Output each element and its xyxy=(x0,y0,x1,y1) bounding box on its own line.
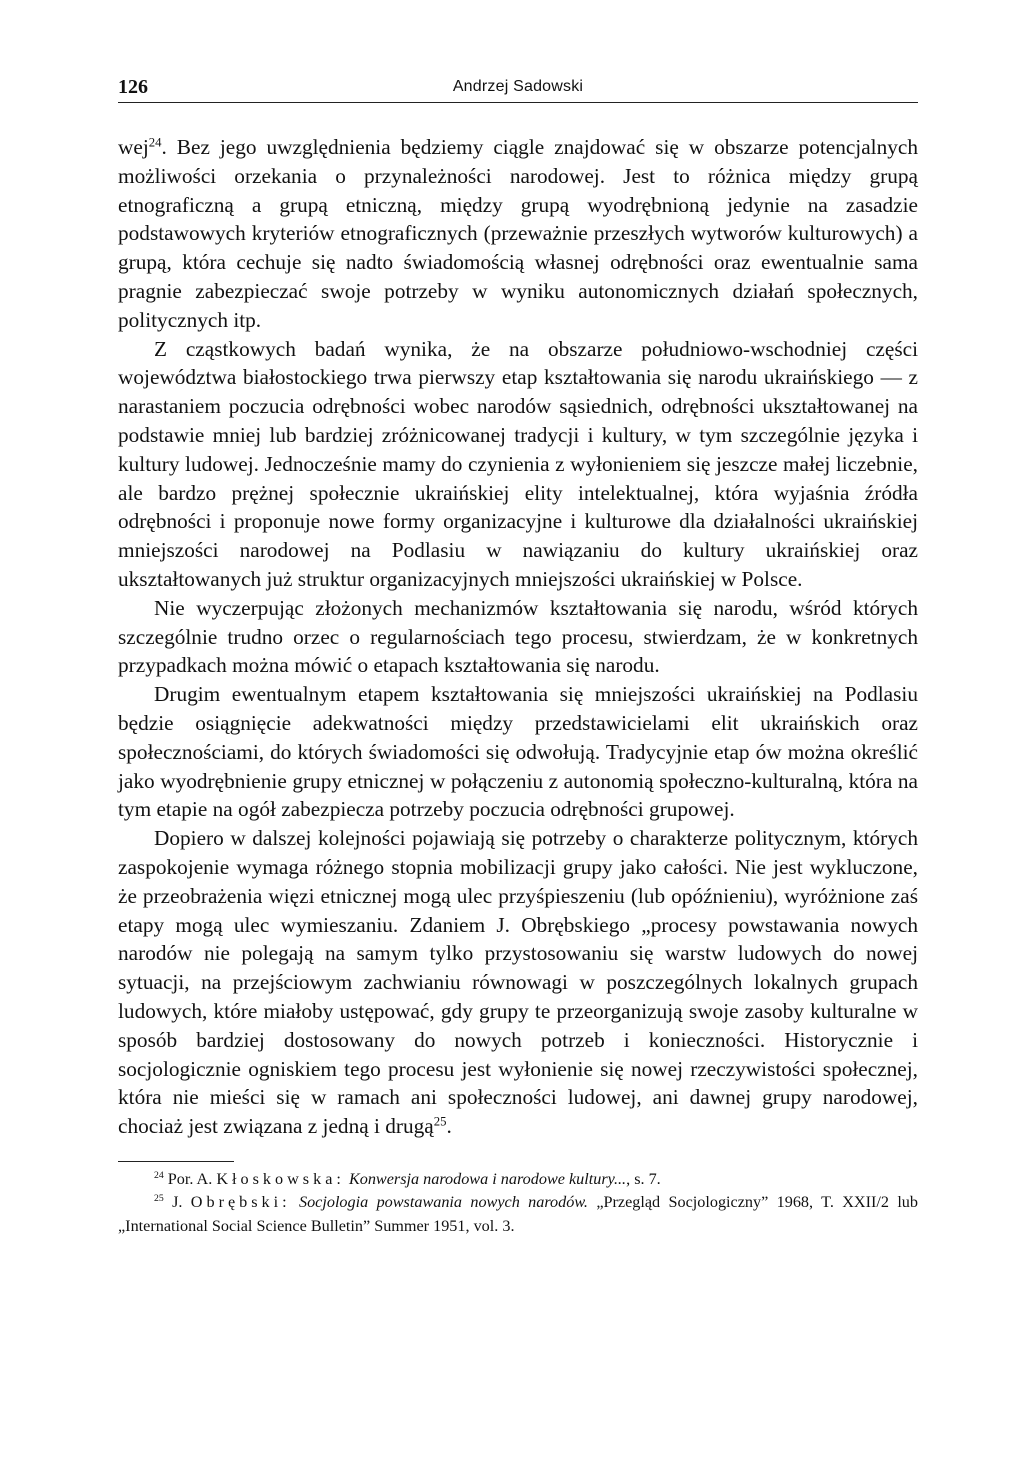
paragraph-5 xyxy=(118,824,918,1141)
footnote-prefix: J. xyxy=(163,1193,191,1212)
footnote-title: Socjologia powstawania nowych narodów. xyxy=(290,1193,588,1212)
footnote-ref-25: 25 xyxy=(433,1114,447,1129)
footnote-ref-24: 24 xyxy=(148,135,162,150)
paragraph-4: Drugim ewentualnym etapem kształtowania się mniejszości ukraińskiej na Podlasiu będzie osiągnięcie adekwatności między przedstawicielami elit ukraińskich oraz społecznościami, do których świadomości się odwołują. Tradycyjnie etap ów można określić jako wyodrębnienie grupy etnicznej w połączeniu z autonomią społeczno-kulturalną, która na tym etapie na ogół zabezpiecza potrzeby poczucia odrębności grupowej. xyxy=(118,682,918,822)
footnote-25 xyxy=(118,1191,918,1238)
footnote-marker: 24 xyxy=(154,1170,164,1182)
footnote-author: Kłoskowska: xyxy=(216,1169,345,1188)
paragraph-1 xyxy=(118,133,918,335)
footnote-separator xyxy=(118,1161,234,1162)
footnote-title: Konwersja narodowa i narodowe kultury... xyxy=(344,1169,627,1188)
footnote-rest: , s. 7. xyxy=(626,1169,661,1188)
running-head xyxy=(118,72,918,103)
footnote-marker: 25 xyxy=(154,1193,164,1205)
paragraph-text: Dopiero w dalszej kolejności pojawiają się potrzeby o charakterze politycznym, których zaspokojenie wymaga różnego stopnia mobilizacji grupy jako całości. Nie jest wykluczone, że przeobrażenia więzi etnicznej mogą ulec przyśpieszeniu (lub opóźnieniu), wyróżnione zaś etapy mogą ulec wymieszaniu. Zdaniem J. Obrębskiego „procesy powstawania nowych narodów nie polegają na samym tylko przystosowaniu się warstw ludowych do nowej sytuacji, na przejściowym zachwianiu równowagi w poszczególnych lokalnych grupach ludowych, które miałoby ustępować, gdy grupy te przeorganizują swoje zasoby kulturalne w sposób bardziej dostosowany do nowych potrzeb i konieczności. Historycznie i socjologicznie ogniskiem tego procesu jest wyłonienie się nowej rzeczywistości społecznej, która nie mieści się w ramach ani społeczności ludowej, ani dawnej grupy narodowej, chociaż jest związana z jedną i drugą xyxy=(118,826,918,1139)
book-page xyxy=(118,72,918,1238)
paragraph-text: wej xyxy=(118,135,149,159)
paragraph-3: Nie wyczerpując złożonych mechanizmów kształtowania się narodu, wśród których szczególnie trudno orzec o regularnościach tego procesu, stwierdzam, że w konkretnych przypadkach można mówić o etapach kształtowania się narodu. xyxy=(118,595,918,678)
body-text xyxy=(118,133,918,1141)
paragraph-text: . xyxy=(446,1114,452,1139)
paragraph-2: Z cząstkowych badań wynika, że na obszarze południowo-wschodniej części województwa białostockiego trwa pierwszy etap kształtowania się narodu ukraińskiego — z narastaniem poczucia odrębności wobec narodów sąsiednich, odrębności ukształtowanej na podstawie mniej lub bardziej zróżnicowanej tradycji i kultury, w tym szczególnie języka i kultury ludowej. Jednocześnie mamy do czynienia z wyłonieniem się jeszcze małej liczebnie, ale bardzo prężnej społecznie ukraińskiej elity intelektualnej, która wyjaśnia źródła odrębności i proponuje nowe formy organizacyjne i kulturowe dla działalności ukraińskiej mniejszości narodowej na Podlasiu w nawiązaniu do kultury ukraińskiej oraz ukształtowanych już struktur organizacyjnych mniejszości ukraińskiej w Polsce. xyxy=(118,336,918,591)
footnotes xyxy=(118,1168,918,1239)
page-number: 126 xyxy=(118,76,148,98)
footnote-rest: „Przegląd Socjologiczny” 1968, T. XXII/2 lub „International Social Science Bulletin” Summer 1951, vol. 3. xyxy=(118,1193,918,1235)
footnote-24 xyxy=(118,1168,918,1192)
footnote-author: Obrębski: xyxy=(190,1193,291,1212)
running-title: Andrzej Sadowski xyxy=(452,78,584,95)
footnote-prefix: Por. A. xyxy=(163,1169,217,1188)
paragraph-text: . Bez jego uwzględnienia będziemy ciągle znajdować się w obszarze potencjalnych możliwości orzekania o przynależności narodowej. Jest to różnica między grupą etnograficzną a grupą etniczną, między grupą wyodrębnioną jedynie na zasadzie podstawowych kryteriów etnograficznych (przeważnie przeszłych wytworów kulturowych) a grupą, która cechuje się nadto świadomością własnej odrębności oraz ewentualnie sama pragnie zabezpieczać swoje potrzeby w wyniku autonomicznych działań społecznych, politycznych itp. xyxy=(118,135,918,332)
